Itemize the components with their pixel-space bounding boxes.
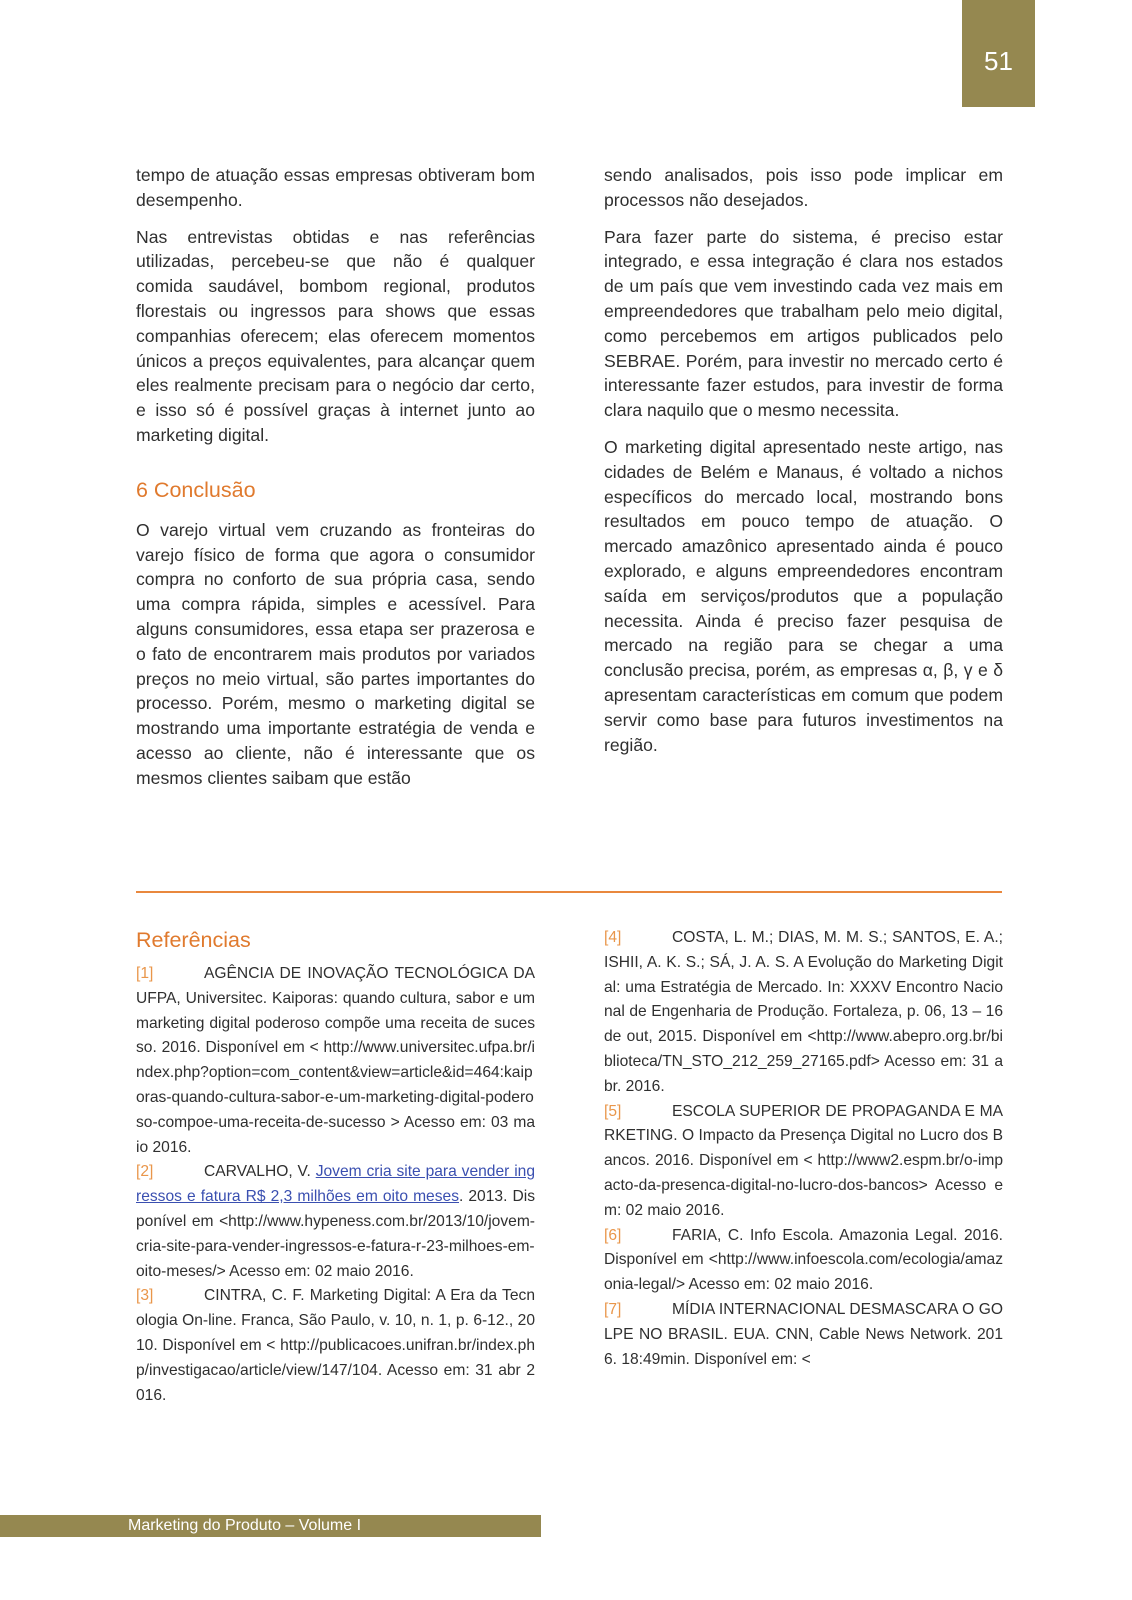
reference-number: [3] [136,1287,154,1305]
reference-text: FARIA, C. Info Escola. Amazonia Legal. 2016. Disponível em <http://www.infoescola.com/ecologia/amazonia-legal/> Acesso em: 02 maio 2016. [604,1226,1003,1294]
reference-item [604,1100,1003,1224]
reference-text: MÍDIA INTERNACIONAL DESMASCARA O GOLPE NO BRASIL. EUA. CNN, Cable News Network. 2016. 18:49min. Disponível em: < [604,1300,1003,1368]
reference-text: COSTA, L. M.; DIAS, M. M. S.; SANTOS, E. A.; ISHII, A. K. S.; SÁ, J. A. S. A Evolução do Marketing Digital: uma Estratégia de Mercado. In: XXXV Encontro Nacional de Engenharia de Produção. Fortaleza, p. 06, 13 – 16 de out, 2015. Disponível em <http://www.abepro.org.br/biblioteca/TN_STO_212_259_27165.pdf> Acesso em: 31 abr. 2016. [604,929,1003,1095]
reference-number: [6] [604,1226,622,1244]
reference-number: [7] [604,1300,622,1318]
reference-number: [2] [136,1163,154,1181]
reference-item [136,1284,535,1408]
reference-number: [1] [136,965,154,982]
reference-item [136,962,535,1160]
section-divider [136,891,1002,893]
reference-number: [4] [604,929,622,946]
page-number: 51 [962,0,1035,107]
references-left-column [136,926,535,1408]
body-paragraph: O marketing digital apresentado neste artigo, nas cidades de Belém e Manaus, é voltado a nichos específicos do mercado local, mostrando bons resultados em pouco tempo de atuação. O mercado amazônico apresentado ainda é pouco explorado, e alguns empreendedores encontram saída em serviços/produtos que a população necessita. Ainda é preciso fazer pesquisa de mercado na região para se chegar a uma conclusão precisa, porém, as empresas α, β, γ e δ apresentam características em comum que podem servir como base para futuros investimentos na região. [604,436,1003,755]
reference-item [604,926,1003,1100]
reference-item [136,1160,535,1284]
body-paragraph: Nas entrevistas obtidas e nas referências utilizadas, percebeu-se que não é qualquer comida saudável, bombom regional, produtos florestais ou ingressos para shows que essas companhias oferecem; elas oferecem momentos únicos a preços equivalentes, para alcançar quem eles realmente precisam para o negócio dar certo, e isso só é possível graças à internet junto ao marketing digital. [136,226,535,445]
reference-link[interactable]: Jovem cria site para vender ingressos e fatura R$ 2,3 milhões em oito meses [136,1163,535,1206]
references-heading: Referências [136,928,251,952]
reference-text: CARVALHO, V. [204,1163,316,1181]
references-right-column [604,926,1003,1372]
body-paragraph: Para fazer parte do sistema, é preciso estar integrado, e essa integração é clara nos estados de um país que vem investindo cada vez mais em empreendedores que trabalham pelo meio digital, como percebemos em artigos publicados pelo SEBRAE. Porém, para investir no mercado certo é interessante fazer estudos, para investir de forma clara naquilo que o mesmo necessita. [604,226,1003,421]
reference-number: [5] [604,1102,622,1120]
section-heading-conclusao: 6 Conclusão [136,477,256,502]
reference-text: . 2013. Disponível em <http://www.hypeness.com.br/2013/10/jovem-cria-site-para-vender-ingressos-e-fatura-r-23-milhoes-em-oito-meses/> Acesso em: 02 maio 2016. [136,1188,535,1280]
body-paragraph: O varejo virtual vem cruzando as fronteiras do varejo físico de forma que agora o consumidor compra no conforto de sua própria casa, sendo uma compra rápida, simples e acessível. Para alguns consumidores, essa etapa ser prazerosa e o fato de encontrarem mais produtos por variados preços no meio virtual, são partes importantes do processo. Porém, mesmo o marketing digital se mostrando uma importante estratégia de venda e acesso ao cliente, não é interessante que os mesmos clientes saibam que estão [136,519,535,788]
body-paragraph: tempo de atuação essas empresas obtiveram bom desempenho. [136,165,535,210]
body-left-column [136,163,535,803]
reference-text: CINTRA, C. F. Marketing Digital: A Era da Tecnologia On-line. Franca, São Paulo, v. 10, n. 1, p. 6-12., 2010. Disponível em < http://publicacoes.unifran.br/index.php/investigacao/article/view/147/104. Acesso em: 31 abr 2016. [136,1287,535,1404]
reference-item [604,1298,1003,1372]
body-right-column [604,163,1003,769]
reference-text: ESCOLA SUPERIOR DE PROPAGANDA E MARKETING. O Impacto da Presença Digital no Lucro dos Bancos. 2016. Disponível em < http://www2.espm.br/o-impacto-da-presenca-digital-no-lucro-dos-bancos> Acesso em: 02 maio 2016. [604,1102,1003,1219]
reference-item [604,1224,1003,1298]
reference-text: AGÊNCIA DE INOVAÇÃO TECNOLÓGICA DA UFPA, Universitec. Kaiporas: quando cultura, sabor e um marketing digital poderoso compõe uma receita de sucesso. 2016. Disponível em < http://www.universitec.ufpa.br/index.php?option=com_content&view=article&id=464:kaiporas-quando-cultura-sabor-e-um-marketing-digital-poderoso-compoe-uma-receita-de-sucesso > Acesso em: 03 maio 2016. [136,965,535,1156]
body-paragraph: sendo analisados, pois isso pode implicar em processos não desejados. [604,165,1003,210]
footer-title: Marketing do Produto – Volume I [0,1515,541,1537]
